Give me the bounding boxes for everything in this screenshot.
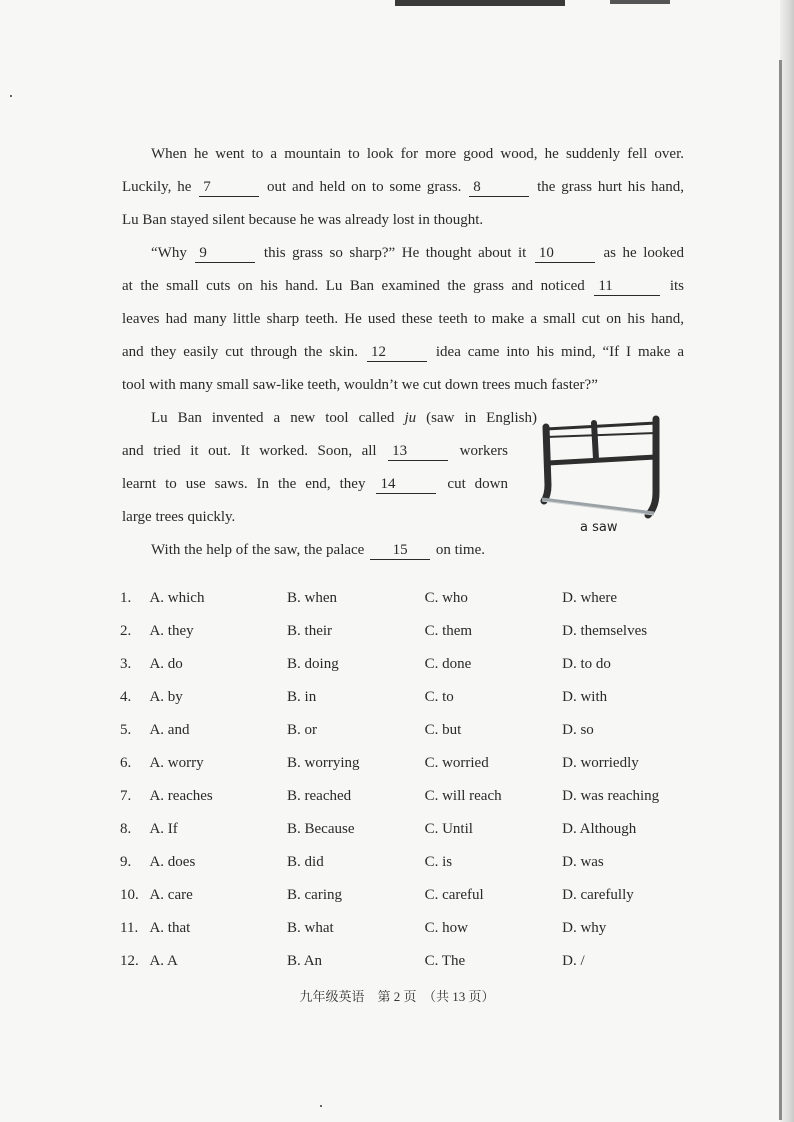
option-row — [120, 883, 680, 916]
scan-speck — [10, 95, 12, 97]
option-a[interactable]: A. that — [149, 920, 191, 936]
page-edge-line — [779, 60, 782, 1120]
passage-line: tool with many small saw-like teeth, wouldn’t we cut down trees much faster?” — [122, 377, 598, 393]
question-number: 10. — [120, 887, 139, 903]
passage-line: at the small cuts on his hand. Lu Ban examined the grass and noticed 11 its — [122, 278, 684, 294]
option-a[interactable]: A. care — [149, 887, 193, 903]
question-number: 8. — [120, 821, 132, 837]
option-b[interactable]: B. worrying — [287, 755, 360, 771]
option-c[interactable]: C. but — [424, 722, 462, 738]
option-c[interactable]: C. will reach — [424, 788, 502, 804]
scan-speck — [320, 1105, 322, 1107]
blank-7[interactable]: 7 — [199, 179, 259, 197]
option-a[interactable]: A. which — [149, 590, 205, 606]
figure-caption: a saw — [580, 520, 618, 535]
option-d[interactable]: D. with — [562, 689, 608, 705]
option-a[interactable]: A. they — [149, 623, 194, 639]
option-b[interactable]: B. what — [287, 920, 334, 936]
passage-line: Lu Ban stayed silent because he was already lost in thought. — [122, 212, 484, 228]
option-c[interactable]: C. careful — [424, 887, 484, 903]
option-a[interactable]: A. does — [149, 854, 196, 870]
option-d[interactable]: D. / — [562, 953, 585, 969]
option-row — [120, 817, 680, 850]
question-number: 5. — [120, 722, 132, 738]
option-b[interactable]: B. in — [287, 689, 317, 705]
option-c[interactable]: C. how — [424, 920, 468, 936]
saw-image — [538, 415, 664, 525]
saw-blade — [542, 499, 654, 513]
question-number: 6. — [120, 755, 132, 771]
blank-13[interactable]: 13 — [388, 443, 448, 461]
option-row — [120, 718, 680, 751]
option-b[interactable]: B. reached — [287, 788, 352, 804]
option-c[interactable]: C. to — [424, 689, 454, 705]
option-a[interactable]: A. worry — [149, 755, 204, 771]
passage-line: and tried it out. It worked. Soon, all 13 workers — [122, 443, 508, 459]
passage-line: leaves had many little sharp teeth. He used these teeth to make a small cut on his hand, — [122, 311, 684, 327]
option-a[interactable]: A. reaches — [149, 788, 213, 804]
option-a[interactable]: A. A — [149, 953, 178, 969]
blank-11[interactable]: 11 — [594, 278, 660, 296]
option-d[interactable]: D. so — [562, 722, 594, 738]
option-d[interactable]: D. why — [562, 920, 607, 936]
option-b[interactable]: B. when — [287, 590, 338, 606]
blank-9[interactable]: 9 — [195, 245, 255, 263]
option-b[interactable]: B. Because — [287, 821, 355, 837]
saw-tension-cord — [546, 433, 656, 437]
option-b[interactable]: B. caring — [287, 887, 342, 903]
saw-middle-post — [594, 423, 596, 459]
option-d[interactable]: D. themselves — [562, 623, 648, 639]
option-c[interactable]: C. done — [424, 656, 472, 672]
option-row — [120, 619, 680, 652]
page-edge-shadow — [780, 0, 794, 1122]
question-number: 9. — [120, 854, 132, 870]
blank-12[interactable]: 12 — [367, 344, 427, 362]
scan-mark-top-2 — [610, 0, 670, 4]
option-c[interactable]: C. worried — [424, 755, 489, 771]
option-d[interactable]: D. carefully — [562, 887, 634, 903]
option-b[interactable]: B. did — [287, 854, 324, 870]
passage-line: When he went to a mountain to look for more good wood, he suddenly fell over. — [151, 146, 684, 162]
option-row — [120, 751, 680, 784]
blank-14[interactable]: 14 — [376, 476, 436, 494]
question-number: 12. — [120, 953, 139, 969]
option-row — [120, 916, 680, 949]
option-a[interactable]: A. do — [149, 656, 183, 672]
option-b[interactable]: B. doing — [287, 656, 339, 672]
saw-stretcher — [548, 457, 656, 463]
option-row — [120, 685, 680, 718]
passage-line: learnt to use saws. In the end, they 14 cut down — [122, 476, 509, 492]
option-row — [120, 652, 680, 685]
page-footer: 九年级英语 第 2 页 （共 13 页） — [299, 989, 495, 1004]
option-c[interactable]: C. them — [424, 623, 473, 639]
option-d[interactable]: D. worriedly — [562, 755, 639, 771]
option-a[interactable]: A. If — [149, 821, 178, 837]
saw-top-bar — [546, 423, 656, 429]
scan-mark-top — [395, 0, 565, 6]
question-number: 3. — [120, 656, 132, 672]
option-row — [120, 586, 680, 619]
option-d[interactable]: D. to do — [562, 656, 611, 672]
question-number: 7. — [120, 788, 132, 804]
option-c[interactable]: C. Until — [424, 821, 473, 837]
option-c[interactable]: C. is — [424, 854, 453, 870]
option-row — [120, 850, 680, 883]
option-b[interactable]: B. their — [287, 623, 333, 639]
options-list — [120, 586, 680, 982]
saw-blade-edge — [542, 501, 654, 515]
option-b[interactable]: B. or — [287, 722, 318, 738]
question-number: 1. — [120, 590, 132, 606]
question-number: 4. — [120, 689, 132, 705]
question-number: 2. — [120, 623, 132, 639]
passage-line: “Why 9 this grass so sharp?” He thought about it 10 as he looked — [151, 245, 685, 261]
option-d[interactable]: D. was reaching — [562, 788, 660, 804]
passage-line: and they easily cut through the skin. 12 idea came into his mind, “If I make a — [122, 344, 685, 360]
blank-10[interactable]: 10 — [535, 245, 595, 263]
passage-line: large trees quickly. — [122, 509, 236, 525]
option-a[interactable]: A. and — [149, 722, 190, 738]
option-b[interactable]: B. An — [287, 953, 323, 969]
blank-15[interactable]: 15 — [370, 542, 430, 560]
blank-8[interactable]: 8 — [469, 179, 529, 197]
option-d[interactable]: D. where — [562, 590, 618, 606]
option-a[interactable]: A. by — [149, 689, 183, 705]
option-d[interactable]: D. Although — [562, 821, 637, 837]
passage-line: With the help of the saw, the palace 15 on time. — [151, 542, 486, 558]
question-number: 11. — [120, 920, 139, 936]
passage-line: Lu Ban invented a new tool called ju (saw in English) — [151, 410, 538, 426]
option-c[interactable]: C. The — [424, 953, 466, 969]
passage-line: Luckily, he 7 out and held on to some grass. 8 the grass hurt his hand, — [122, 179, 685, 195]
option-c[interactable]: C. who — [424, 590, 468, 606]
option-d[interactable]: D. was — [562, 854, 604, 870]
option-row — [120, 949, 680, 982]
option-row — [120, 784, 680, 817]
